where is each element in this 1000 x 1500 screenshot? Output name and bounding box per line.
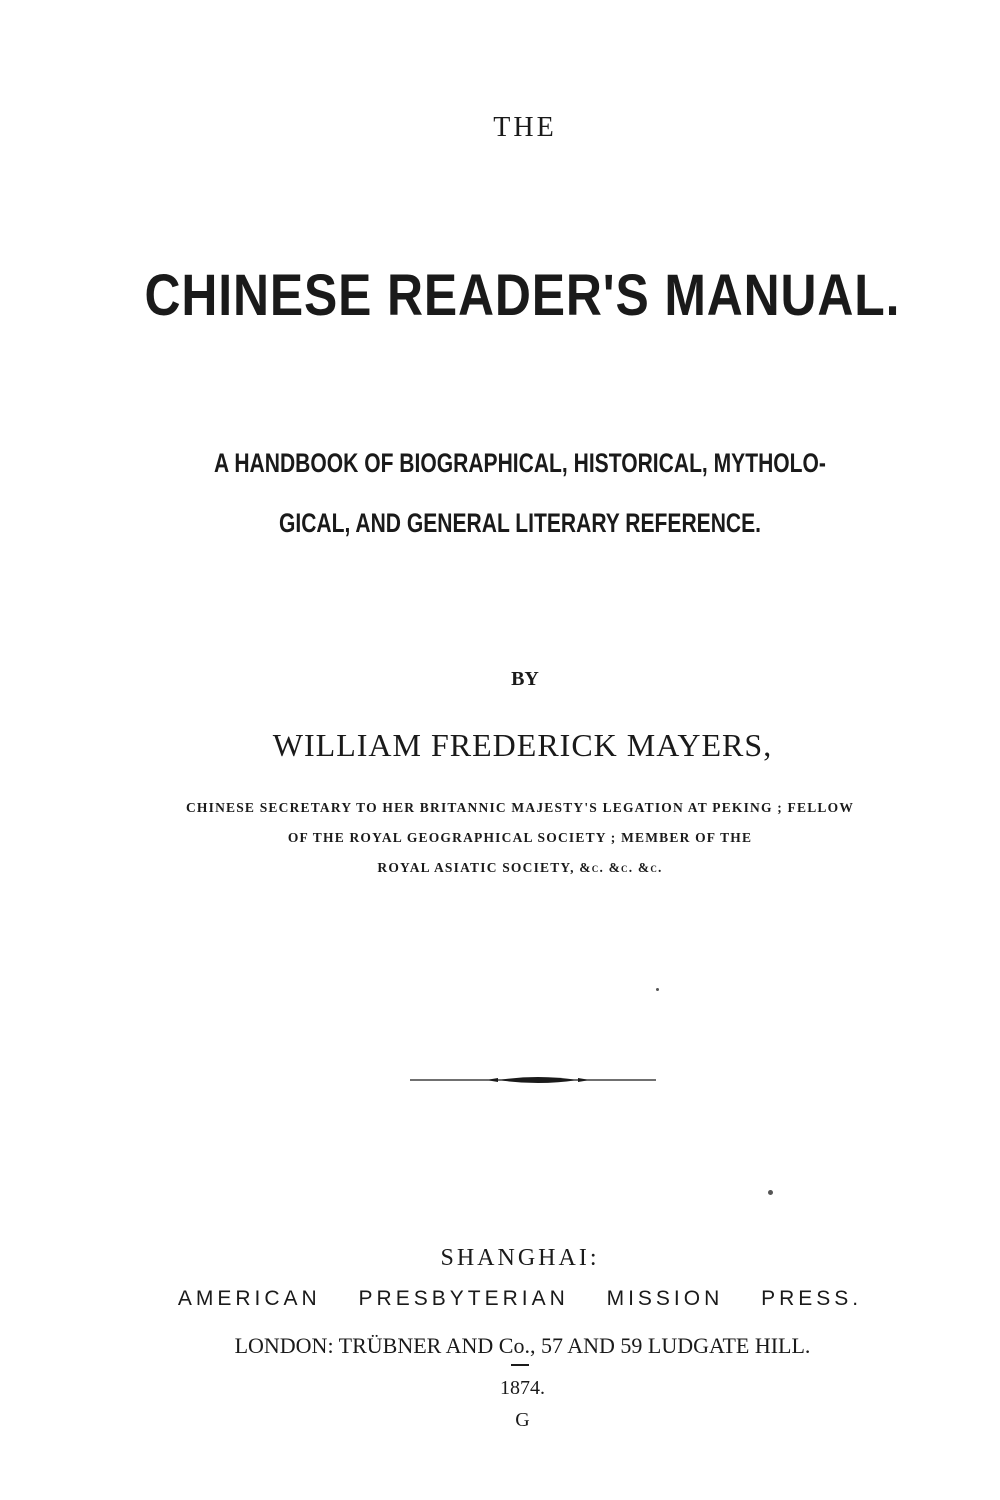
imprint-london: LONDON: TRÜBNER AND Co., 57 AND 59 LUDGATE HILL.: [234, 1333, 811, 1358]
author-credentials-line-1: CHINESE SECRETARY TO HER BRITANNIC MAJESTY'S LEGATION AT PEKING ; FELLOW: [185, 800, 855, 815]
signature-mark: G: [515, 1409, 530, 1431]
heading-the: THE: [493, 112, 557, 143]
author-credentials-line-2: OF THE ROYAL GEOGRAPHICAL SOCIETY ; MEMBER OF THE: [287, 830, 753, 845]
author-name: WILLIAM FREDERICK MAYERS,: [272, 727, 773, 763]
imprint-year: 1874.: [500, 1377, 545, 1399]
ornamental-rule: [408, 1068, 658, 1092]
author-credentials-line-3: ROYAL ASIATIC SOCIETY, &c. &c. &c.: [377, 860, 663, 875]
book-title: CHINESE READER'S MANUAL.: [144, 263, 901, 328]
print-speck: [768, 1190, 773, 1195]
print-speck: [656, 988, 659, 991]
imprint-city: SHANGHAI:: [440, 1245, 600, 1271]
imprint-publisher: AMERICAN PRESBYTERIAN MISSION PRESS.: [177, 1287, 863, 1310]
subtitle-line-1: A HANDBOOK OF BIOGRAPHICAL, HISTORICAL, MYTHOLO-: [214, 448, 826, 478]
year-rule: [511, 1364, 529, 1366]
subtitle-line-2: GICAL, AND GENERAL LITERARY REFERENCE.: [278, 508, 762, 538]
by-label: BY: [511, 668, 539, 690]
